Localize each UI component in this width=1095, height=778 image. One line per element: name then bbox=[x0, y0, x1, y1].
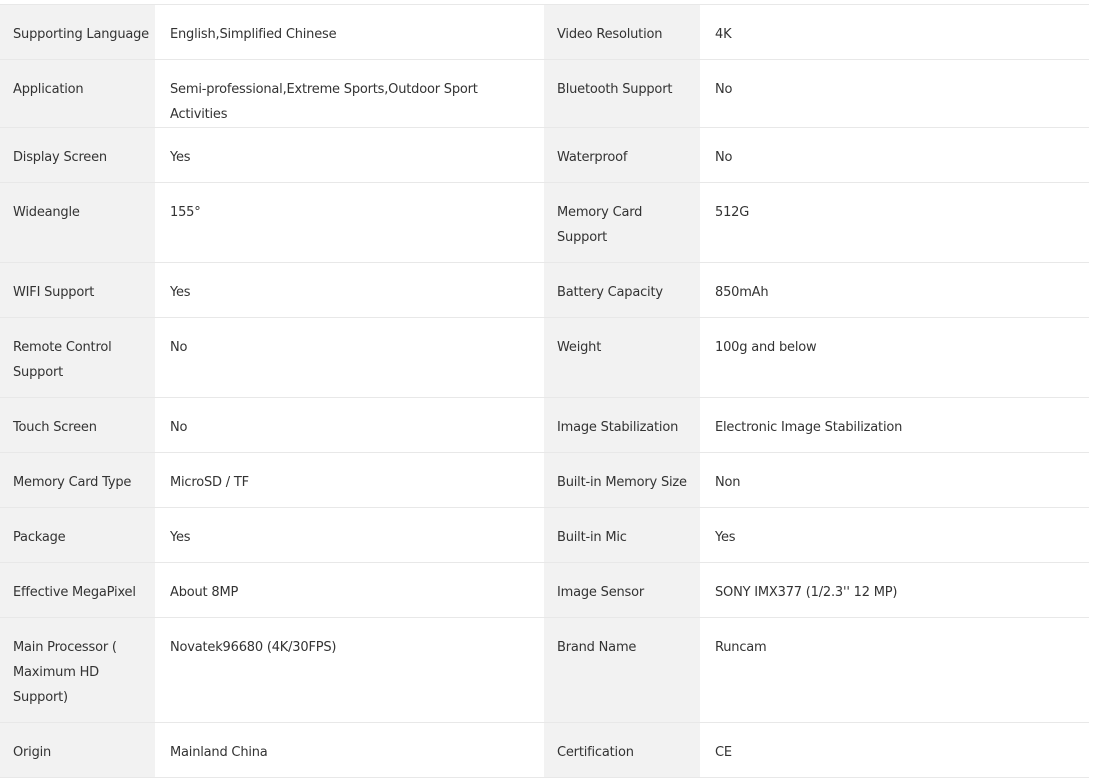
spec-label: Memory Card Type bbox=[0, 453, 155, 508]
spec-label: Built-in Mic bbox=[544, 508, 700, 563]
table-row bbox=[0, 5, 1089, 60]
spec-value: No bbox=[700, 60, 1089, 128]
table-row bbox=[0, 183, 1089, 263]
spec-value: No bbox=[700, 128, 1089, 183]
spec-value: SONY IMX377 (1/2.3'' 12 MP) bbox=[700, 563, 1089, 618]
spec-value: Yes bbox=[700, 508, 1089, 563]
spec-label: Effective MegaPixel bbox=[0, 563, 155, 618]
table-row bbox=[0, 723, 1089, 778]
spec-label: Built-in Memory Size bbox=[544, 453, 700, 508]
spec-value: MicroSD / TF bbox=[155, 453, 544, 508]
table-row bbox=[0, 263, 1089, 318]
spec-value: Yes bbox=[155, 263, 544, 318]
spec-value: About 8MP bbox=[155, 563, 544, 618]
spec-value: Electronic Image Stabilization bbox=[700, 398, 1089, 453]
table-row bbox=[0, 453, 1089, 508]
spec-label: Main Processor ( Maximum HD Support) bbox=[0, 618, 155, 723]
spec-value: Yes bbox=[155, 508, 544, 563]
spec-label: Video Resolution bbox=[544, 5, 700, 60]
spec-value: Non bbox=[700, 453, 1089, 508]
spec-value: No bbox=[155, 398, 544, 453]
spec-label: Package bbox=[0, 508, 155, 563]
spec-label: Memory Card Support bbox=[544, 183, 700, 263]
table-row bbox=[0, 60, 1089, 128]
spec-label: Supporting Language bbox=[0, 5, 155, 60]
spec-value: No bbox=[155, 318, 544, 398]
spec-value: 4K bbox=[700, 5, 1089, 60]
spec-label: Battery Capacity bbox=[544, 263, 700, 318]
spec-label: Bluetooth Support bbox=[544, 60, 700, 128]
table-row bbox=[0, 128, 1089, 183]
table-row bbox=[0, 318, 1089, 398]
spec-label: Remote Control Support bbox=[0, 318, 155, 398]
specifications-table bbox=[0, 4, 1089, 778]
spec-label: Certification bbox=[544, 723, 700, 778]
table-row bbox=[0, 618, 1089, 723]
spec-label: Image Stabilization bbox=[544, 398, 700, 453]
spec-label: Waterproof bbox=[544, 128, 700, 183]
spec-value: 850mAh bbox=[700, 263, 1089, 318]
spec-label: Brand Name bbox=[544, 618, 700, 723]
spec-label: Origin bbox=[0, 723, 155, 778]
spec-value: CE bbox=[700, 723, 1089, 778]
spec-value: Mainland China bbox=[155, 723, 544, 778]
spec-value: Runcam bbox=[700, 618, 1089, 723]
table-row bbox=[0, 398, 1089, 453]
spec-label: Display Screen bbox=[0, 128, 155, 183]
spec-value: 155° bbox=[155, 183, 544, 263]
spec-label: WIFI Support bbox=[0, 263, 155, 318]
spec-value: Yes bbox=[155, 128, 544, 183]
spec-label: Wideangle bbox=[0, 183, 155, 263]
table-row bbox=[0, 508, 1089, 563]
spec-value: Novatek96680 (4K/30FPS) bbox=[155, 618, 544, 723]
spec-value: Semi-professional,Extreme Sports,Outdoor Sport Activities bbox=[155, 60, 544, 128]
spec-label: Application bbox=[0, 60, 155, 128]
spec-label: Image Sensor bbox=[544, 563, 700, 618]
table-row bbox=[0, 563, 1089, 618]
spec-label: Weight bbox=[544, 318, 700, 398]
spec-value: 512G bbox=[700, 183, 1089, 263]
spec-label: Touch Screen bbox=[0, 398, 155, 453]
spec-value: English,Simplified Chinese bbox=[155, 5, 544, 60]
spec-value: 100g and below bbox=[700, 318, 1089, 398]
